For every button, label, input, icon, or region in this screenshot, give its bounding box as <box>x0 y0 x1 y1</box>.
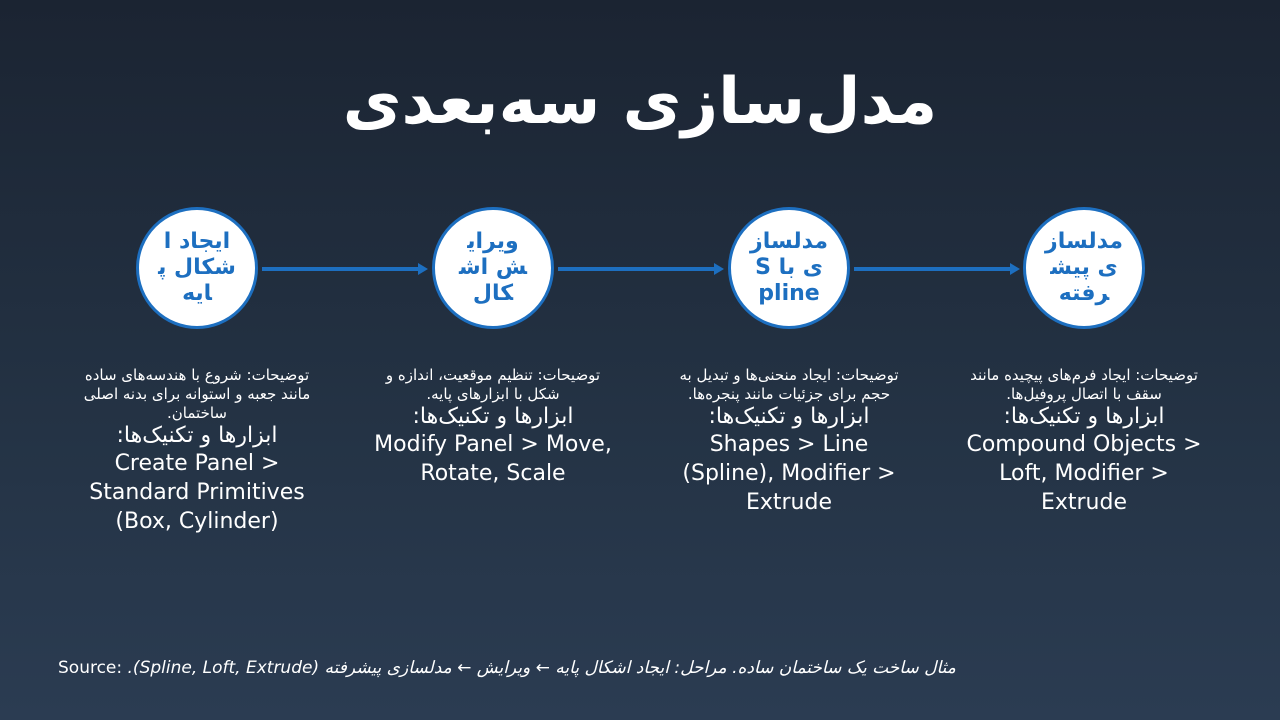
connector-line-2 <box>558 267 714 271</box>
step-description: توضیحات: تنظیم موقعیت، اندازه و شکل با ابزارهای پایه. <box>385 366 601 403</box>
tools-heading: ابزارها و تکنیک‌ها: <box>1003 404 1165 429</box>
step-description-block-2 <box>368 366 618 488</box>
tools-list: Shapes > Line (Spline), Modifier > Extrude <box>682 432 896 515</box>
connector-line-3 <box>854 267 1010 271</box>
step-node-1 <box>136 207 258 329</box>
step-description: توضیحات: شروع با هندسه‌های ساده مانند جعبه و استوانه برای بدنه اصلی ساختمان. <box>83 366 311 422</box>
connector-arrowhead-3 <box>1010 263 1020 275</box>
connector-line-1 <box>262 267 418 271</box>
step-description: توضیحات: ایجاد فرم‌های پیچیده مانند سقف با اتصال پروفیل‌ها. <box>970 366 1198 403</box>
step-node-2 <box>432 207 554 329</box>
tools-list: Create Panel > Standard Primitives (Box, Cylinder) <box>89 451 305 534</box>
step-node-label: مدلسازی پیشرفته <box>1045 229 1123 306</box>
step-description-block-1 <box>72 366 322 536</box>
connector-arrowhead-1 <box>418 263 428 275</box>
connector-arrowhead-2 <box>714 263 724 275</box>
source-footnote <box>58 656 1238 680</box>
step-node-4 <box>1023 207 1145 329</box>
step-description-block-4 <box>959 366 1209 517</box>
tools-heading: ابزارها و تکنیک‌ها: <box>708 404 870 429</box>
step-node-label: ویرایش اشکال <box>459 229 527 306</box>
tools-heading: ابزارها و تکنیک‌ها: <box>116 423 278 448</box>
step-description: توضیحات: ایجاد منحنی‌ها و تبدیل به حجم برای جزئیات مانند پنجره‌ها. <box>679 366 899 403</box>
step-node-label: ایجاد اشکال پایه <box>158 229 236 306</box>
slide-title: مدل‌سازی سه‌بعدی <box>342 65 938 139</box>
source-text: مثال ساخت یک ساختمان ساده. مراحل: ایجاد اشکال پایه ← ویرایش ← مدلسازی پیشرفته (Spline, Loft, Extrude). <box>127 658 956 678</box>
step-description-block-3 <box>664 366 914 517</box>
tools-list: Compound Objects > Loft, Modifier > Extrude <box>966 432 1202 515</box>
source-prefix: Source: <box>58 658 123 678</box>
step-node-label: مدلسازی با Spline <box>750 229 828 306</box>
step-node-3 <box>728 207 850 329</box>
tools-list: Modify Panel > Move, Rotate, Scale <box>374 432 612 486</box>
tools-heading: ابزارها و تکنیک‌ها: <box>412 404 574 429</box>
